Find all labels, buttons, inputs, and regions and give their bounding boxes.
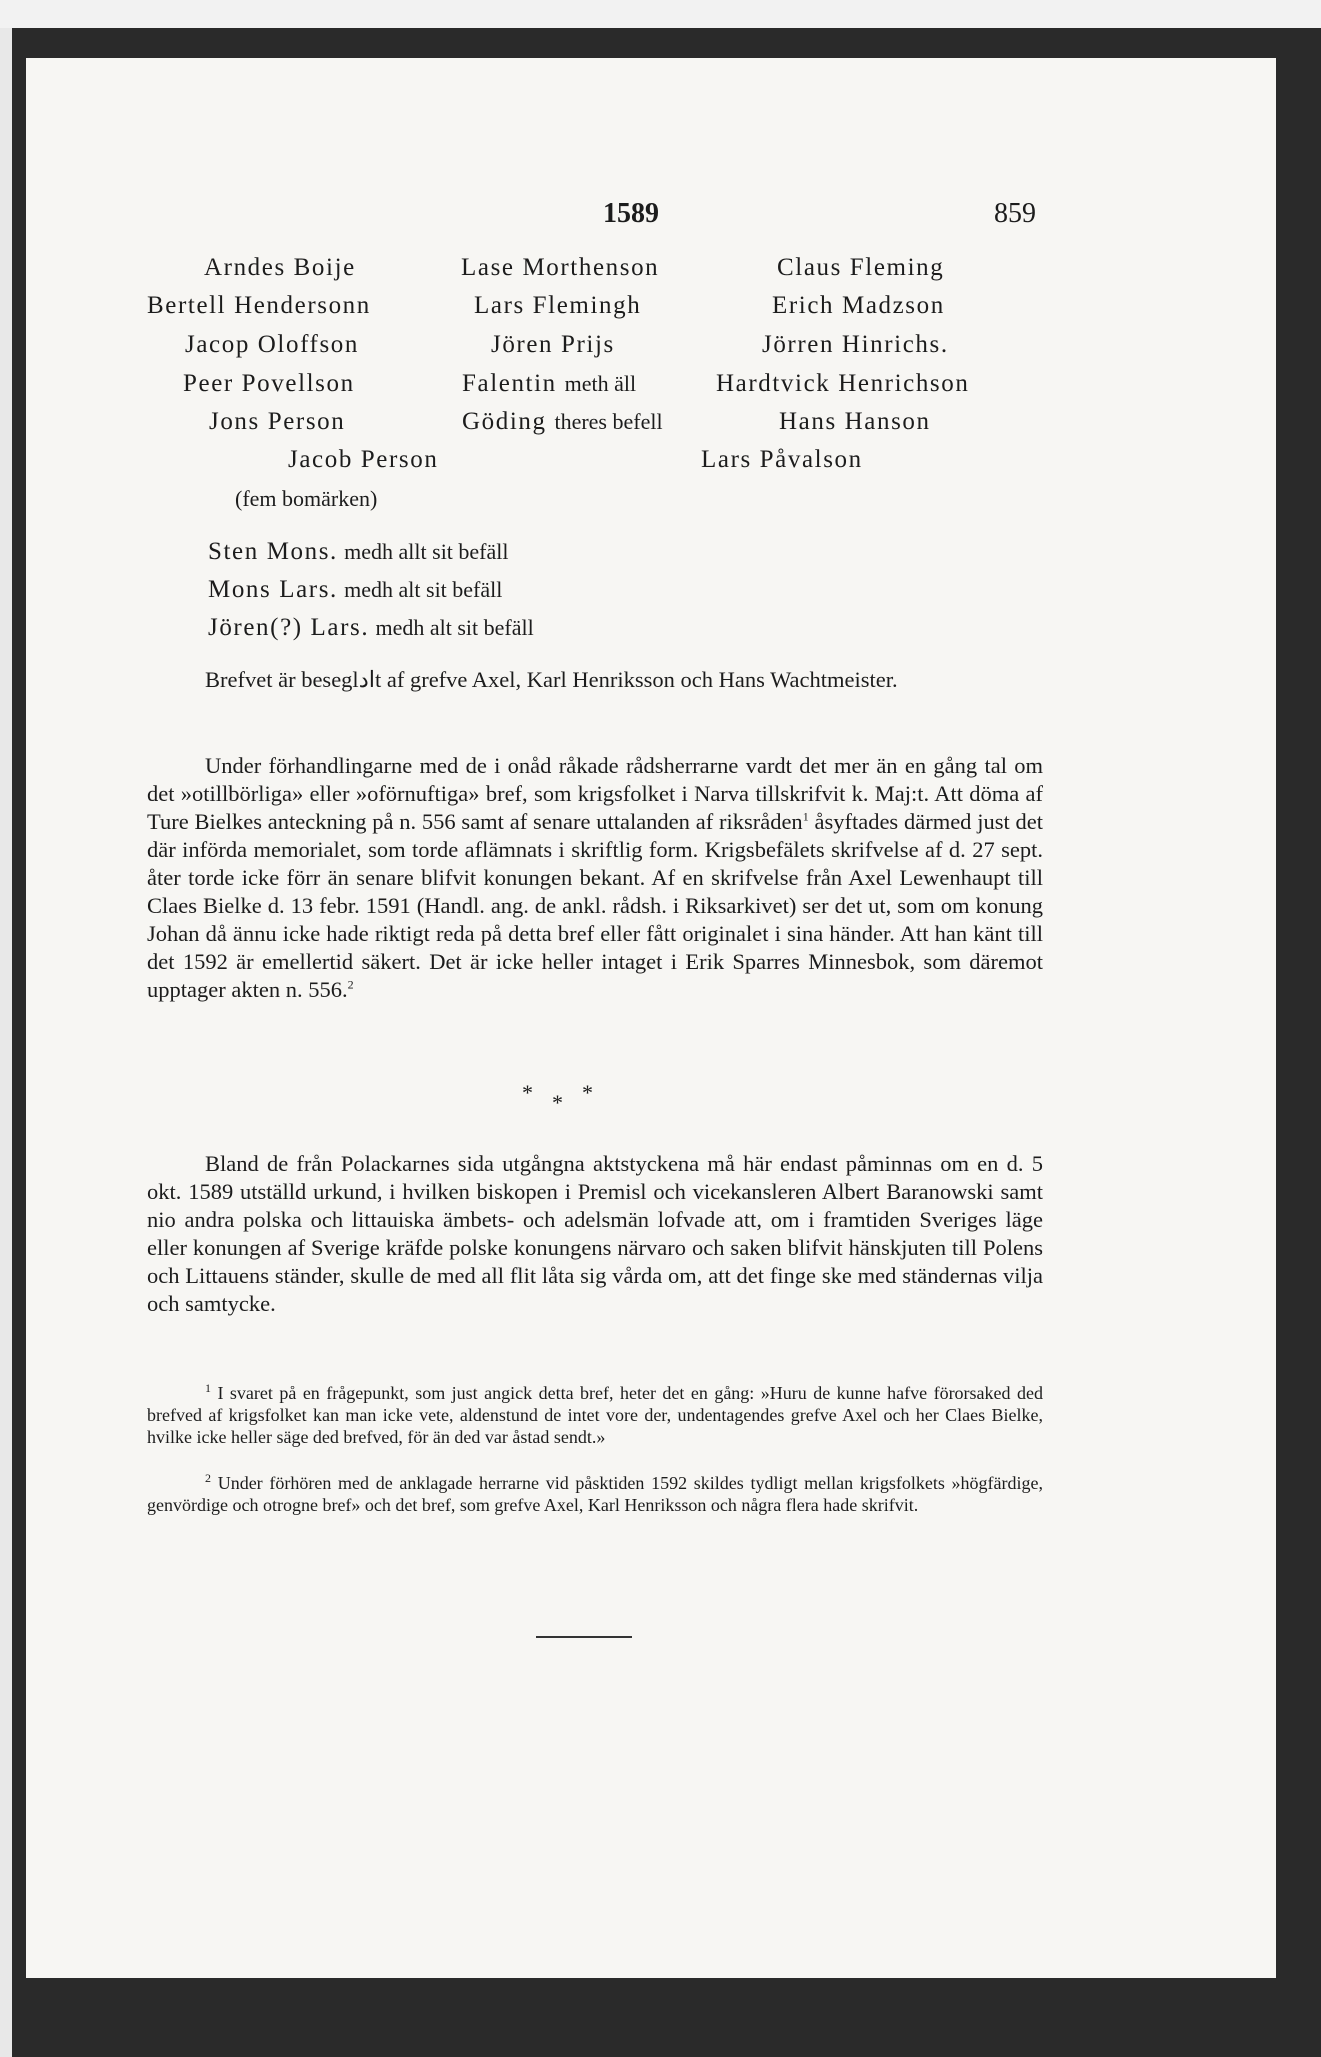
signature-note: theres befell	[554, 409, 663, 434]
signature: Hardtvick Henrichson	[716, 370, 970, 397]
signature: Lase Morthenson	[461, 254, 660, 281]
asterisk: *	[552, 1090, 563, 1115]
signature	[462, 408, 663, 436]
footnote-ref: 2	[347, 977, 354, 992]
signature: Peer Povellson	[183, 370, 355, 397]
signature: Arndes Boije	[204, 254, 356, 281]
signature-name: Falentin	[462, 370, 557, 397]
signature: Jons Person	[209, 408, 346, 435]
footnote: $^1$ I svaret på en frågepunkt, som just angick detta bref, heter det en gång: »Huru de kunne hafve förorsaked ded brefved af krigsfolket kan man icke vete, aldenstund de intet vore der, undentagendes grefve Axel och her Claes Bielke, hvilke icke heller säge ded brefved, för än ded var åstad sendt.»	[147, 1381, 1043, 1447]
paragraph: Bland de från Polackarnes sida utgångna aktstyckena må här endast påminnas om en d. 5 okt. 1589 utställd urkund, i hvilken biskopen i Premisl och vicekansleren Albert Baranowski samt nio andra polska och littauiska ämbets- och adelsmän lofvade att, om i framtiden Sveriges läge eller konungen af Sverige kräfde polske konungens närvaro och saken blifvit hänskjuten till Polens och Littauens ständer, skulle de med all flit låta sig vårda om, att det finge ske med ständernas vilja och samtycke.	[147, 1151, 1043, 1316]
signature: Lars Flemingh	[474, 292, 642, 319]
signature-name: Göding	[462, 408, 547, 435]
footnote-end-rule	[536, 1636, 632, 1638]
seal-note: Brefvet är beseglادt af grefve Axel, Karl Henriksson och Hans Wachtmeister.	[205, 667, 898, 692]
footnote: $^2$ Under förhören med de anklagade herrarne vid påsktiden 1592 skildes tydligt mellan krigsfolkets »högfärdige, genvördige och otrogne bref» och det bref, som grefve Axel, Karl Henriksson och några flera hade skrifvit.	[147, 1471, 1043, 1515]
scan-border-top	[0, 0, 1321, 28]
page-number: 859	[994, 198, 1036, 229]
witness-line: Jören(?) Lars. medh alt sit befäll	[208, 614, 534, 641]
signature: Bertell Hendersonn	[147, 292, 371, 319]
asterisk: *	[522, 1080, 533, 1105]
asterisk: *	[582, 1080, 593, 1105]
signature-note: meth äll	[564, 371, 637, 396]
document-page	[26, 58, 1276, 1978]
witness-line: Mons Lars. medh alt sit befäll	[208, 576, 503, 603]
footnote-ref: 1	[802, 809, 809, 824]
signature: Claus Fleming	[777, 254, 945, 281]
signature: Erich Madzson	[772, 292, 945, 319]
signature	[462, 370, 636, 398]
page-header-year: 1589	[603, 198, 659, 229]
witness-line: Sten Mons. medh allt sit befäll	[208, 538, 509, 565]
signature: Hans Hanson	[779, 408, 931, 435]
signature: Lars Påvalson	[701, 446, 863, 473]
scan-border-left	[0, 28, 12, 2057]
signature: Jörren Hinrichs.	[762, 331, 949, 358]
signature: Jören Prijs	[491, 331, 615, 358]
paragraph: Under förhandlingarne med de i onåd råkade rådsherrarne vardt det mer än en gång tal om det »otillbörliga» eller »oförnuftiga» bref, som krigsfolket i Narva tillskrifvit k. Maj:t. Att döma af Ture Bielkes anteckning på n. 556 samt af senare uttalanden af riksråden$^1$ åsyftades därmed just det där införda memorialet, som torde aflämnats i skriftlig form. Krigsbefälets skrifvelse af d. 27 sept. åter torde icke förr än senare blifvit konungen bekant. Af en skrifvelse från Axel Lewenhaupt till Claes Bielke d. 13 febr. 1591 (Handl. ang. de ankl. rådsh. i Riksarkivet) ser det ut, som om konung Johan då ännu icke hade riktigt reda på detta bref eller fått originalet i sina händer. Att han känt till det 1592 är emellertid säkert. Det är icke heller intaget i Erik Sparres Minnesbok, som däremot upptager akten n. 556.$^2$	[147, 753, 1043, 1002]
stamps-note: (fem bomärken)	[235, 486, 378, 511]
signature: Jacob Person	[288, 446, 439, 473]
signature: Jacop Oloffson	[185, 331, 359, 358]
section-divider-asterisks	[516, 1080, 716, 1120]
